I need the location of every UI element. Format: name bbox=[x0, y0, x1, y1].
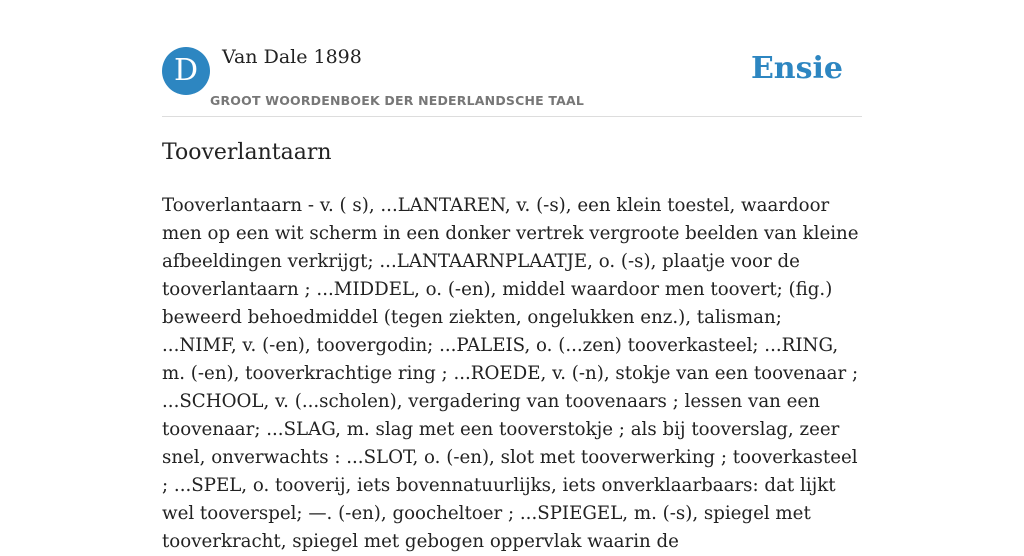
header bbox=[162, 40, 862, 117]
entry-title: Tooverlantaarn bbox=[162, 140, 332, 165]
brand-logo-link[interactable]: Ensie bbox=[750, 51, 843, 86]
dictionary-subtitle: GROOT WOORDENBOEK DER NEDERLANDSCHE TAAL bbox=[210, 93, 585, 108]
dictionary-avatar[interactable]: D bbox=[162, 47, 210, 95]
dictionary-title[interactable]: Van Dale 1898 bbox=[222, 46, 362, 68]
entry-definition: Tooverlantaarn - v. ( s), ...LANTAREN, v. (-s), een klein toestel, waardoor men op een wit scherm in een donker vertrek vergroote beelden van kleine afbeeldingen verkrijgt; ...LANTAARNPLAATJE, o. (-s), plaatje voor de tooverlantaarn ; ...MIDDEL, o. (-en), middel waardoor men toovert; (fig.) beweerd behoedmiddel (tegen ziekten, ongelukken enz.), talisman; ...NIMF, v. (-en), toovergodin; ...PALEIS, o. (...zen) tooverkasteel; ...RING, m. (-en), tooverkrachtige ring ; ...ROEDE, v. (-n), stokje van een toovenaar ; ...SCHOOL, v. (...scholen), vergadering van toovenaars ; lessen van een toovenaar; ...SLAG, m. slag met een tooverstokje ; als bij tooverslag, zeer snel, onverwachts : ...SLOT, o. (-en), slot met tooverwerking ; tooverkasteel ; ...SPEL, o. tooverij, iets bovennatuurlijks, iets onverklaarbaars: dat lijkt wel tooverspel; —. (-en), goocheltoer ; ...SPIEGEL, m. (-s), spiegel met tooverkracht, spiegel met gebogen oppervlak waarin de bbox=[162, 195, 859, 552]
